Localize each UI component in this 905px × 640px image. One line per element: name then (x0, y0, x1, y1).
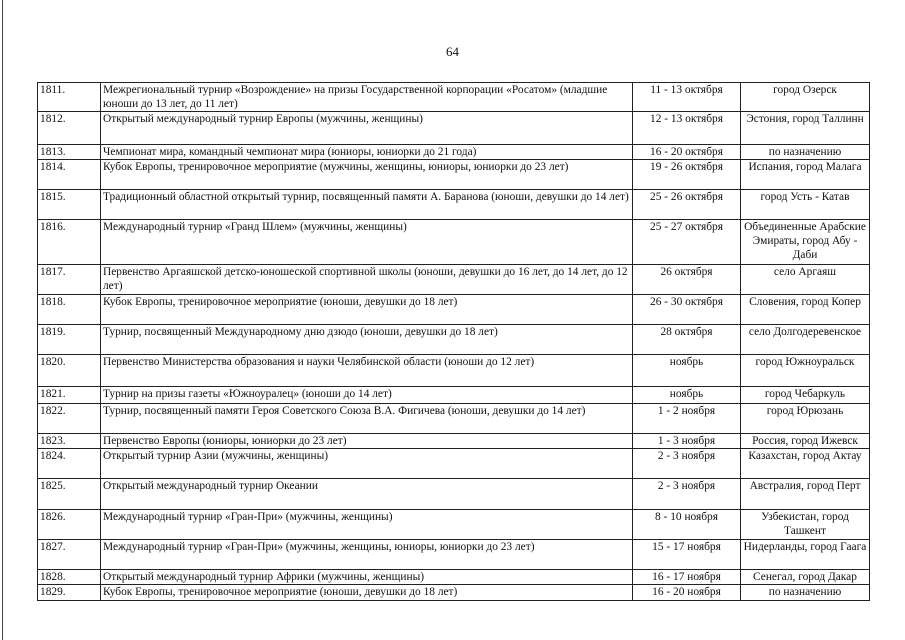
event-name: Международный турнир «Гран-При» (мужчины, женщины) (101, 510, 633, 540)
event-place: город Юрюзань (741, 404, 870, 434)
event-date: 25 - 26 октября (633, 190, 741, 220)
event-name: Кубок Европы, тренировочное мероприятие (юноши, девушки до 18 лет) (101, 295, 633, 325)
page-edge-line (2, 0, 3, 640)
event-date: 28 октября (633, 325, 741, 355)
event-place: Эстония, город Таллинн (741, 112, 870, 145)
event-place: по назначению (741, 585, 870, 601)
event-place: Испания, город Малага (741, 160, 870, 190)
table-row (38, 295, 870, 325)
event-date: 8 - 10 ноября (633, 510, 741, 540)
table-row (38, 112, 870, 145)
event-place: город Чебаркуль (741, 387, 870, 404)
event-date: 1 - 3 ноября (633, 434, 741, 449)
event-name: Традиционный областной открытый турнир, посвященный памяти А. Баранова (юноши, девушки до 14 лет) (101, 190, 633, 220)
event-name: Открытый международный турнир Европы (мужчины, женщины) (101, 112, 633, 145)
row-number: 1824. (38, 449, 101, 479)
row-number: 1814. (38, 160, 101, 190)
event-date: 16 - 20 ноября (633, 585, 741, 601)
event-name: Турнир, посвященный памяти Героя Советского Союза В.А. Фигичева (юноши, девушки до 14 лет) (101, 404, 633, 434)
row-number: 1812. (38, 112, 101, 145)
event-date: 15 - 17 ноября (633, 540, 741, 570)
event-place: Нидерланды, город Гаага (741, 540, 870, 570)
event-name: Первенство Министерства образования и науки Челябинской области (юноши до 12 лет) (101, 355, 633, 387)
event-name: Межрегиональный турнир «Возрождение» на призы Государственной корпорации «Росатом» (младшие юноши до 13 лет, до 11 лет) (101, 83, 633, 112)
table-row (38, 160, 870, 190)
row-number: 1827. (38, 540, 101, 570)
event-place: по назначению (741, 145, 870, 160)
event-date: 2 - 3 ноября (633, 449, 741, 479)
event-date: 12 - 13 октября (633, 112, 741, 145)
table-row (38, 510, 870, 540)
table-row (38, 434, 870, 449)
row-number: 1820. (38, 355, 101, 387)
event-place: город Усть - Катав (741, 190, 870, 220)
event-date: 19 - 26 октября (633, 160, 741, 190)
page-number: 64 (446, 44, 459, 59)
table-row (38, 404, 870, 434)
table-row (38, 220, 870, 265)
row-number: 1821. (38, 387, 101, 404)
event-date: 1 - 2 ноября (633, 404, 741, 434)
row-number: 1826. (38, 510, 101, 540)
table-row (38, 387, 870, 404)
event-date: 16 - 20 октября (633, 145, 741, 160)
row-number: 1813. (38, 145, 101, 160)
event-name: Кубок Европы, тренировочное мероприятие (мужчины, женщины, юниоры, юниорки до 23 лет) (101, 160, 633, 190)
event-name: Кубок Европы, тренировочное мероприятие (юноши, девушки до 18 лет) (101, 585, 633, 601)
table-row (38, 570, 870, 585)
event-place: Австралия, город Перт (741, 479, 870, 510)
row-number: 1819. (38, 325, 101, 355)
event-name: Первенство Европы (юниоры, юниорки до 23 лет) (101, 434, 633, 449)
event-name: Турнир на призы газеты «Южноуралец» (юноши до 14 лет) (101, 387, 633, 404)
event-date: 26 октября (633, 265, 741, 295)
table-row (38, 355, 870, 387)
event-place: Словения, город Копер (741, 295, 870, 325)
table-row (38, 145, 870, 160)
event-date: 11 - 13 октября (633, 83, 741, 112)
table-row (38, 190, 870, 220)
table-row (38, 479, 870, 510)
row-number: 1828. (38, 570, 101, 585)
row-number: 1825. (38, 479, 101, 510)
event-date: ноябрь (633, 387, 741, 404)
event-place: Объединенные Арабские Эмираты, город Абу - Даби (741, 220, 870, 265)
table-row (38, 449, 870, 479)
event-place: Узбекистан, город Ташкент (741, 510, 870, 540)
row-number: 1829. (38, 585, 101, 601)
event-place: город Озерск (741, 83, 870, 112)
table-row (38, 325, 870, 355)
table-row (38, 83, 870, 112)
table-row (38, 585, 870, 601)
event-date: 2 - 3 ноября (633, 479, 741, 510)
events-table (37, 82, 870, 601)
row-number: 1811. (38, 83, 101, 112)
event-place: Казахстан, город Актау (741, 449, 870, 479)
event-place: село Аргаяш (741, 265, 870, 295)
event-date: 25 - 27 октября (633, 220, 741, 265)
table-row (38, 265, 870, 295)
event-date: 16 - 17 ноября (633, 570, 741, 585)
event-name: Открытый международный турнир Океании (101, 479, 633, 510)
event-name: Открытый турнир Азии (мужчины, женщины) (101, 449, 633, 479)
event-date: ноябрь (633, 355, 741, 387)
event-name: Чемпионат мира, командный чемпионат мира (юниоры, юниорки до 21 года) (101, 145, 633, 160)
event-name: Турнир, посвященный Международному дню дзюдо (юноши, девушки до 18 лет) (101, 325, 633, 355)
event-name: Международный турнир «Гран-При» (мужчины, женщины, юниоры, юниорки до 23 лет) (101, 540, 633, 570)
event-place: Сенегал, город Дакар (741, 570, 870, 585)
row-number: 1817. (38, 265, 101, 295)
event-name: Международный турнир «Гранд Шлем» (мужчины, женщины) (101, 220, 633, 265)
row-number: 1823. (38, 434, 101, 449)
event-place: Россия, город Ижевск (741, 434, 870, 449)
event-date: 26 - 30 октября (633, 295, 741, 325)
table-row (38, 540, 870, 570)
event-place: город Южноуральск (741, 355, 870, 387)
row-number: 1816. (38, 220, 101, 265)
row-number: 1815. (38, 190, 101, 220)
row-number: 1822. (38, 404, 101, 434)
event-name: Открытый международный турнир Африки (мужчины, женщины) (101, 570, 633, 585)
row-number: 1818. (38, 295, 101, 325)
event-place: село Долгодеревенское (741, 325, 870, 355)
event-name: Первенство Аргаяшской детско-юношеской спортивной школы (юноши, девушки до 16 лет, до 14 лет, до 12 лет) (101, 265, 633, 295)
